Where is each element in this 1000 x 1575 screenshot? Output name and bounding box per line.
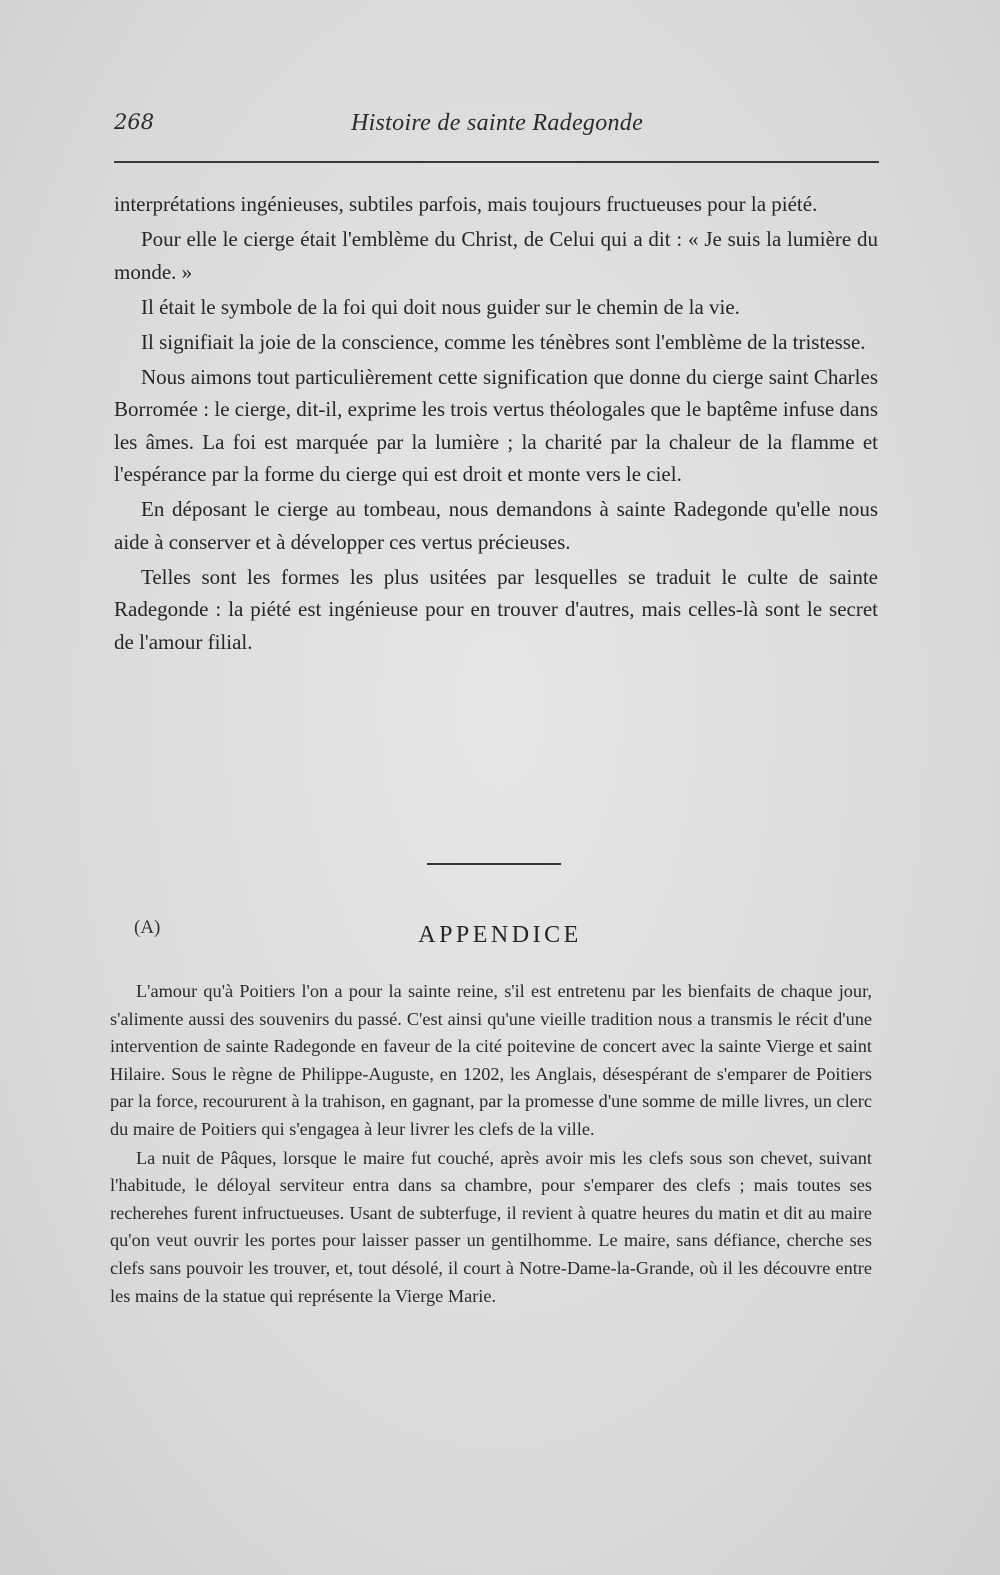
- header-rule: [114, 161, 879, 163]
- appendix-paragraph: L'amour qu'à Poitiers l'on a pour la sainte reine, s'il est entretenu par les bienfaits de chaque jour, s'alimente aussi des souvenirs du passé. C'est ainsi qu'une vieille tradition nous a transmis le récit d'une intervention de sainte Radegonde en faveur de la cité poitevine de concert avec la sainte Vierge et saint Hilaire. Sous le règne de Philippe-Auguste, en 1202, les Anglais, désespérant de s'emparer de Poitiers par la force, recoururent à la trahison, en gagnant, par la promesse d'une somme de mille livres, un clerc du maire de Poitiers qui s'engagea à leur livrer les clefs de la ville.: [110, 981, 872, 1139]
- appendix-marker: (A): [134, 917, 161, 938]
- appendix-title: APPENDICE: [418, 922, 582, 948]
- paragraph: En déposant le cierge au tombeau, nous demandons à sainte Radegonde qu'elle nous aide à conserver et à développer ces vertus précieuses.: [114, 497, 878, 554]
- paragraph: Telles sont les formes les plus usitées par lesquelles se traduit le culte de sainte Radegonde : la piété est ingénieuse pour en trouver d'autres, mais celles-là sont le secret de l'amour filial.: [114, 564, 878, 654]
- appendix-paragraph: La nuit de Pâques, lorsque le maire fut couché, après avoir mis les clefs sous son chevet, suivant l'habitude, le déloyal serviteur entra dans sa chambre, pour s'emparer des clefs ; mais toutes ses recherehes furent infructueuses. Usant de subterfuge, il revient à quatre heures du matin et dit au maire qu'on veut ouvrir les portes pour laisser passer un gentilhomme. Le maire, sans défiance, cherche ses clefs sans pouvoir les trouver, et, tout désolé, il court à Notre-Dame-la-Grande, où il les découvre entre les mains de la statue qui représente la Vierge Marie.: [110, 1147, 872, 1306]
- section-divider: [427, 863, 561, 865]
- paragraph: Il signifiait la joie de la conscience, comme les ténèbres sont l'emblème de la tristesse.: [141, 329, 866, 354]
- paragraph: Pour elle le cierge était l'emblème du Christ, de Celui qui a dit : « Je suis la lumière du monde. »: [114, 227, 878, 284]
- paragraph: interprétations ingénieuses, subtiles parfois, mais toujours fructueuses pour la piété.: [114, 192, 818, 216]
- paragraph: Il était le symbole de la foi qui doit nous guider sur le chemin de la vie.: [141, 294, 740, 319]
- main-text: [114, 188, 878, 661]
- appendix-text: [110, 978, 872, 1311]
- paragraph: Nous aimons tout particulièrement cette signification que donne du cierge saint Charles Borromée : le cierge, dit-il, exprime les trois vertus théologales que le baptême infuse dans les âmes. La foi est marquée par la lumière ; la charité par la chaleur de la flamme et l'espérance par la forme du cierge qui est droit et monte vers le ciel.: [114, 364, 878, 486]
- page-header: [114, 104, 880, 144]
- running-title: Histoire de sainte Radegonde: [350, 110, 644, 136]
- page-number: 268: [114, 110, 155, 134]
